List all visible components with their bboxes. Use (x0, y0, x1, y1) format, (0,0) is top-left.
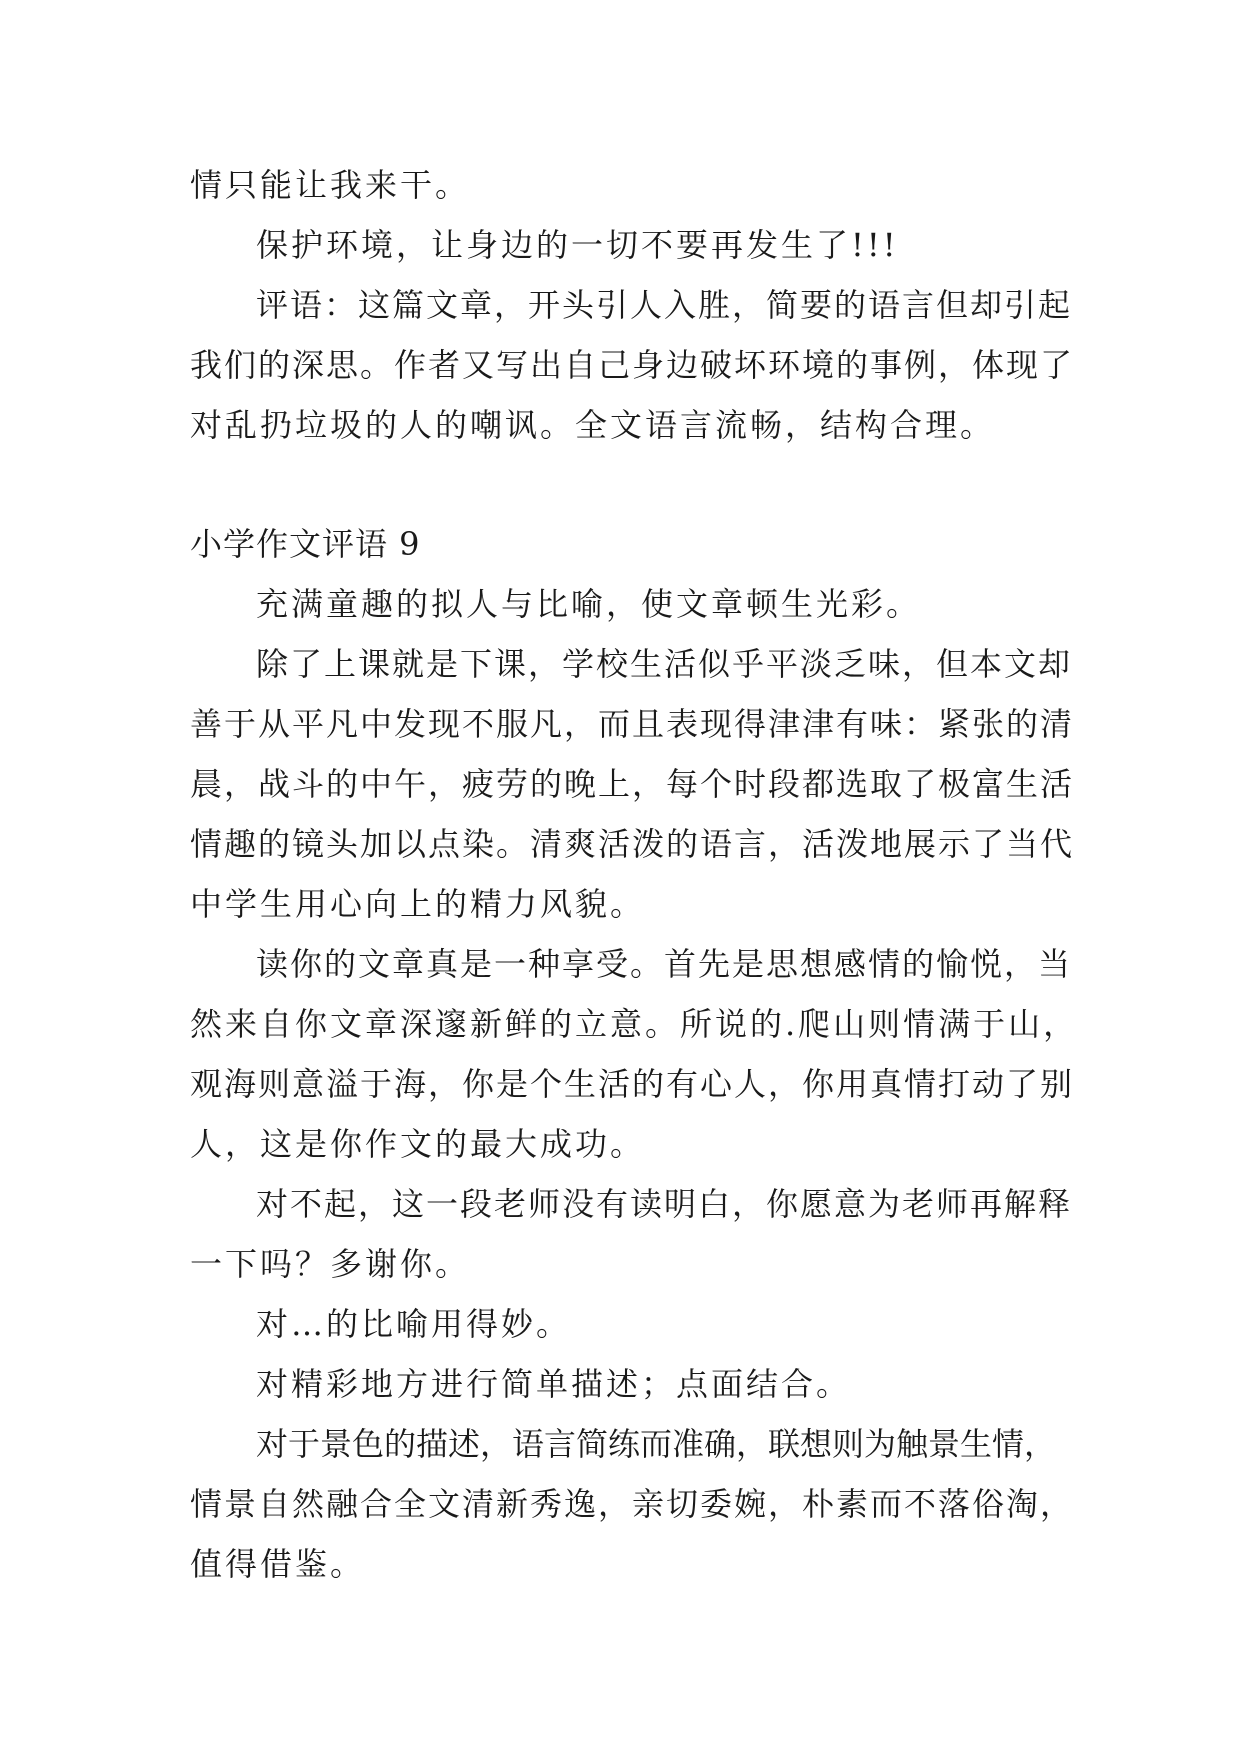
text-line: 读你的文章真是一种享受。首先是思想感情的愉悦，当 (256, 945, 1073, 983)
text-line: 对不起，这一段老师没有读明白，你愿意为老师再解释 (256, 1185, 1073, 1223)
section-heading: 小学作文评语 9 (190, 525, 421, 563)
text-line: 然来自你文章深邃新鲜的立意。所说的.爬山则情满于山， (190, 1005, 1079, 1043)
text-line: 晨，战斗的中午，疲劳的晚上，每个时段都选取了极富生活 (190, 765, 1075, 803)
text-line: 人，这是你作文的最大成功。 (190, 1125, 646, 1163)
text-line: 情趣的镜头加以点染。清爽活泼的语言，活泼地展示了当代 (190, 825, 1075, 863)
text-line: 除了上课就是下课，学校生活似乎平淡乏味，但本文却 (256, 645, 1073, 683)
text-line: 情只能让我来干。 (190, 166, 471, 204)
text-line: 对精彩地方进行简单描述；点面结合。 (256, 1365, 852, 1403)
text-line: 对…的比喻用得妙。 (256, 1305, 572, 1343)
text-line: 一下吗？多谢你。 (190, 1245, 471, 1283)
text-line: 对乱扔垃圾的人的嘲讽。全文语言流畅，结构合理。 (190, 406, 996, 444)
text-line: 观海则意溢于海，你是个生活的有心人，你用真情打动了别 (190, 1065, 1075, 1103)
text-line: 保护环境，让身边的一切不要再发生了!!! (256, 226, 899, 264)
text-line: 充满童趣的拟人与比喻，使文章顿生光彩。 (256, 585, 922, 623)
text-line: 中学生用心向上的精力风貌。 (190, 885, 646, 923)
text-line: 我们的深思。作者又写出自己身边破坏环境的事例，体现了 (190, 346, 1075, 384)
text-line: 对于景色的描述，语言简练而准确，联想则为触景生情， (256, 1425, 1057, 1463)
text-line: 评语：这篇文章，开头引人入胜，简要的语言但却引起 (256, 286, 1073, 324)
text-line: 善于从平凡中发现不服凡，而且表现得津津有味：紧张的清 (190, 705, 1075, 743)
text-line: 值得借鉴。 (190, 1545, 366, 1583)
text-line: 情景自然融合全文清新秀逸，亲切委婉，朴素而不落俗淘， (190, 1485, 1075, 1523)
